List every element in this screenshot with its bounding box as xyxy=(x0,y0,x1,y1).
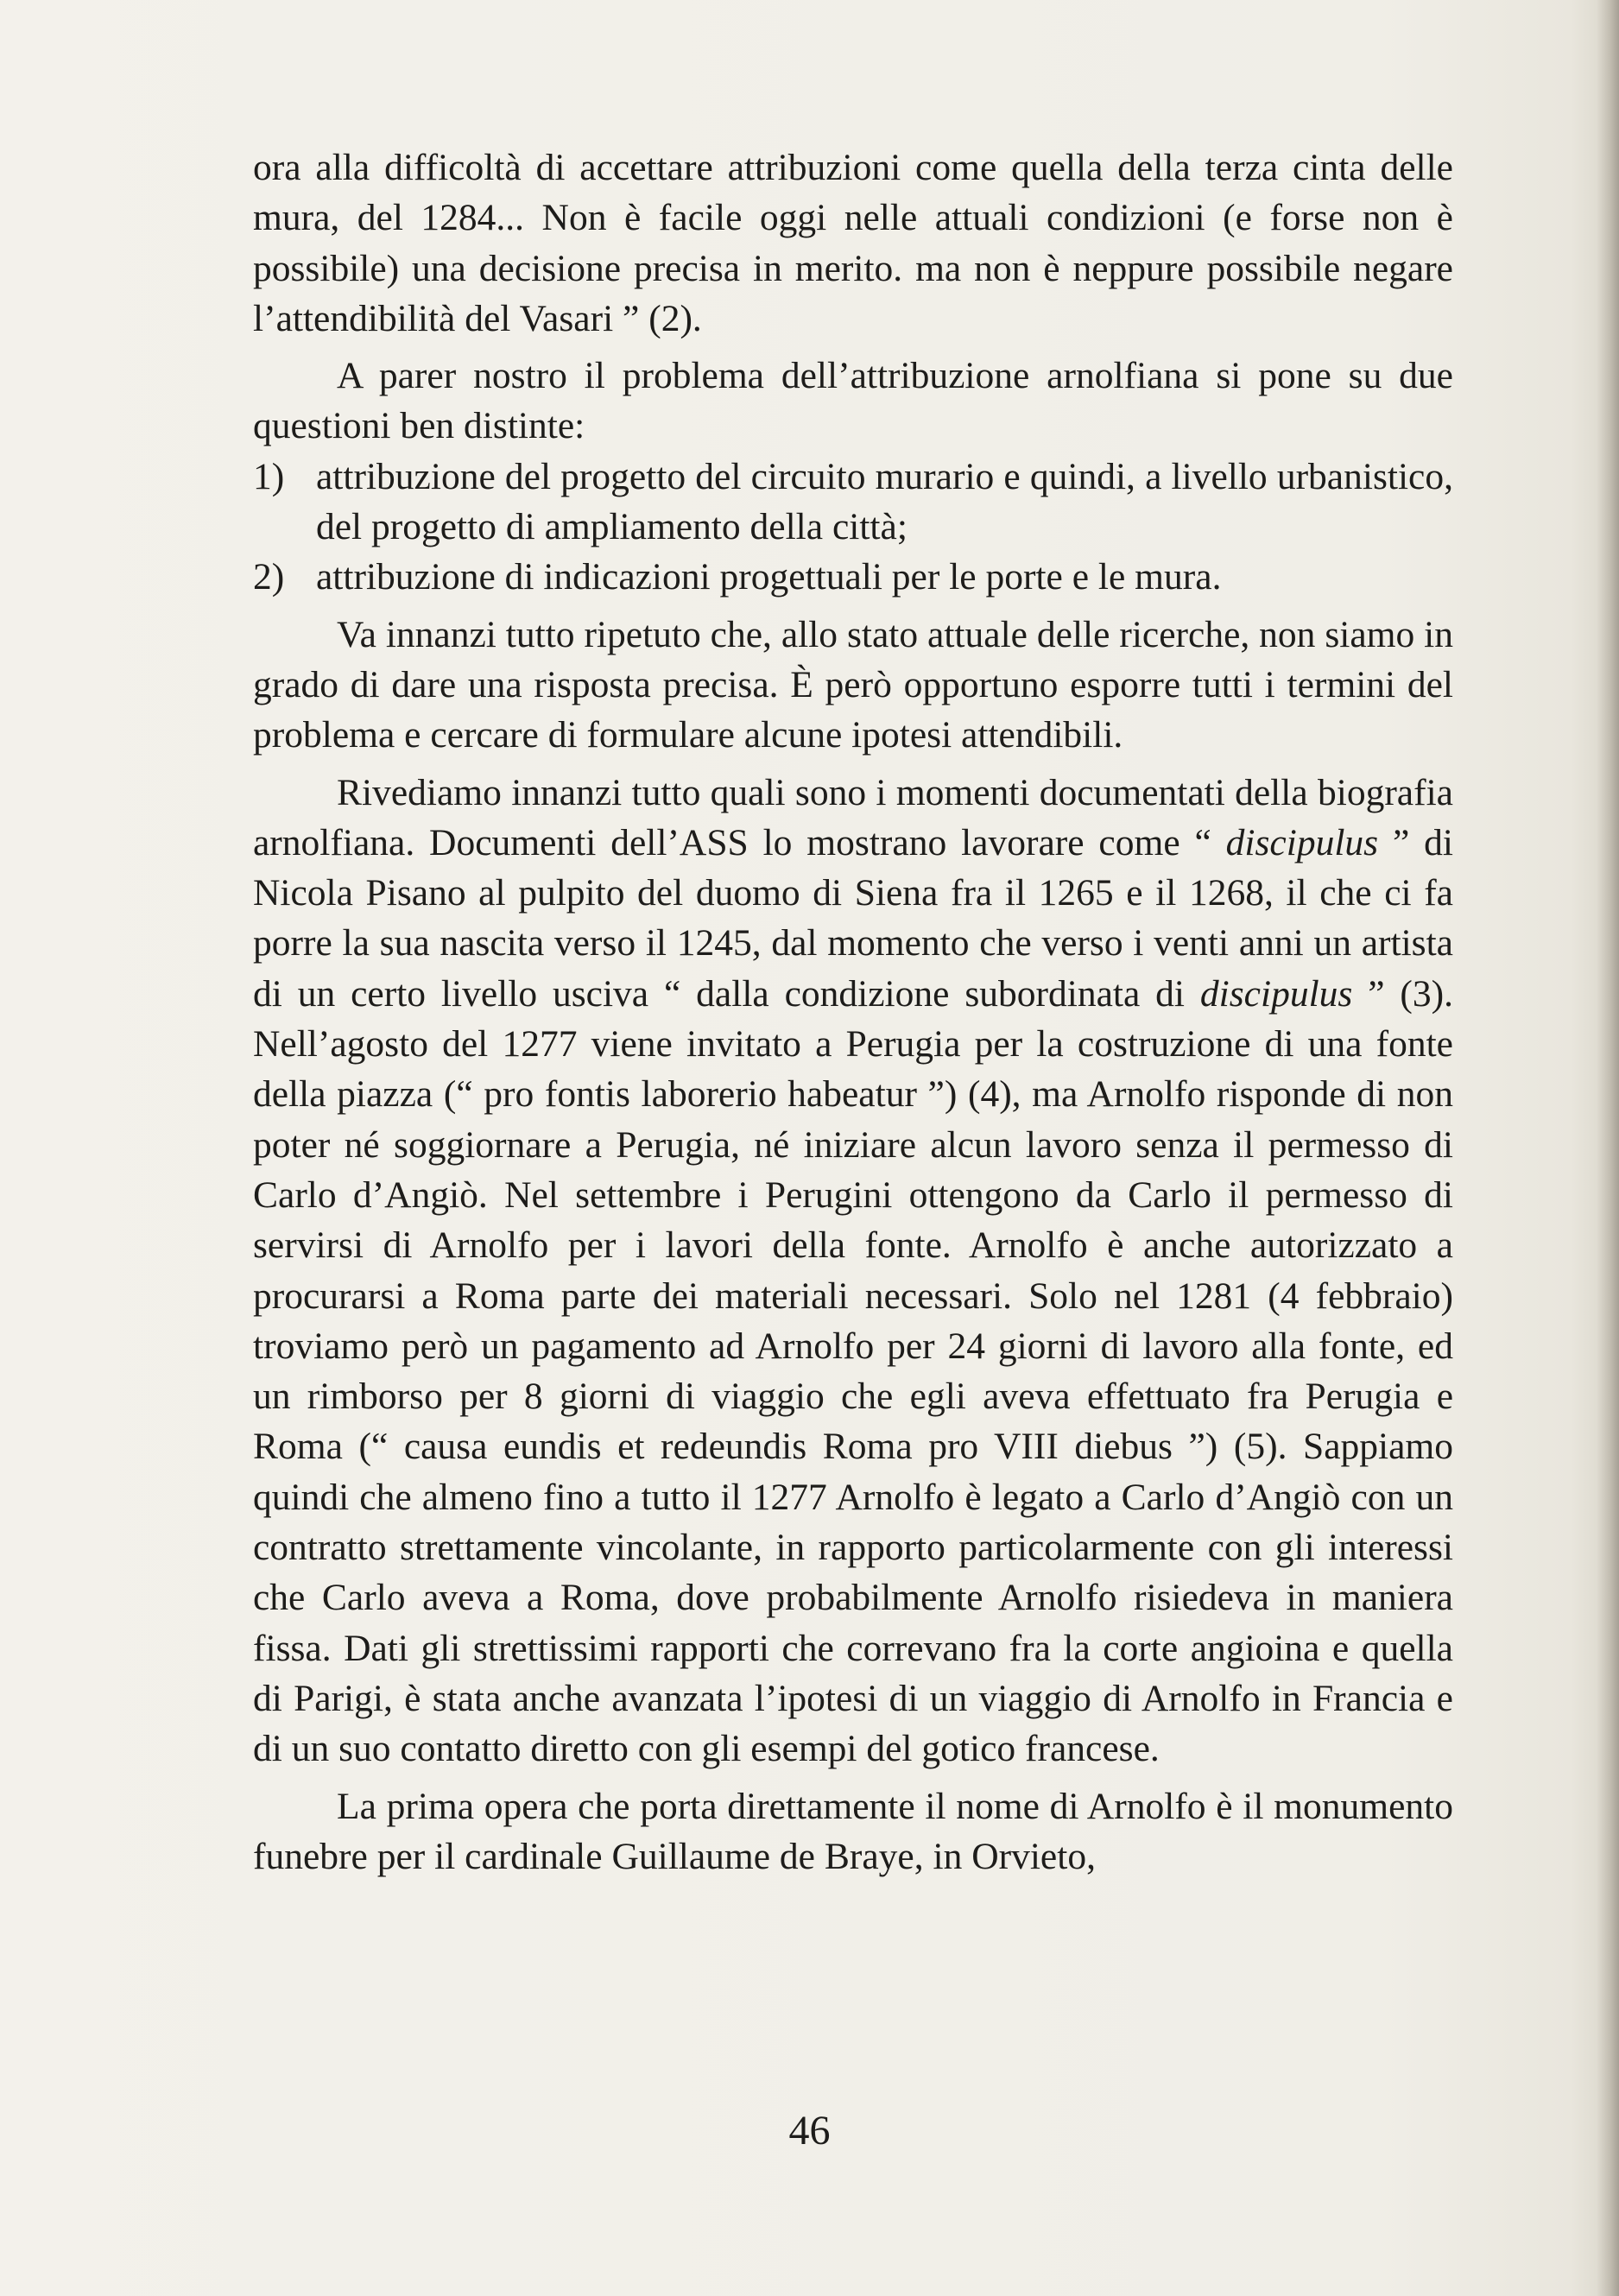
italic-term: discipulus xyxy=(1225,821,1379,863)
list-number: 1) xyxy=(253,455,285,497)
page-number: 46 xyxy=(788,2108,831,2154)
paragraph-problem: A parer nostro il problema dell’attribuzione arnolfiana si pone su due questioni ben distinte: xyxy=(253,355,1453,447)
list-text: attribuzione di indicazioni progettuali per le porte e le mura. xyxy=(316,556,1222,598)
list-text: attribuzione del progetto del circuito murario e quindi, a livello urbanistico, del progetto di ampliamento della città; xyxy=(316,455,1453,548)
page-edge-shadow xyxy=(1597,0,1619,2296)
bio-text-1: Rivediamo innanzi tutto quali sono i momenti documentati della biografia arnolfiana. Documenti dell’ASS lo mostrano lavorare come “ xyxy=(253,771,1453,863)
paragraph-research: Va innanzi tutto ripetuto che, allo stato attuale delle ricerche, non siamo in grado di dare una risposta precisa. È però opportuno esporre tutti i termini del problema e cercare di formulare alcune ipotesi attendibili. xyxy=(253,613,1453,756)
paragraph-first-work: La prima opera che porta direttamente il nome di Arnolfo è il monumento funebre per il cardinale Guillaume de Braye, in Orvieto, xyxy=(253,1785,1453,1877)
paragraph-biography xyxy=(253,768,1453,1774)
italic-term: discipulus xyxy=(1199,972,1353,1015)
bio-text-3: ” (3). Nell’agosto del 1277 viene invitato a Perugia per la costruzione di una fonte della piazza (“ pro fontis laborerio habeatur ”) (4), ma Arnolfo risponde di non poter né soggiornare a Perugia, né iniziare alcun lavoro senza il permesso di Carlo d’Angiò. Nel settembre i Perugini ottengono da Carlo il permesso di servirsi di Arnolfo per i lavori della fonte. Arnolfo è anche autorizzato a procurarsi a Roma parte dei materiali necessari. Solo nel 1281 (4 febbraio) troviamo però un pagamento ad Arnolfo per 24 giorni di lavoro alla fonte, ed un rimborso per 8 giorni di viaggio che egli aveva effettuato fra Perugia e Roma (“ causa eundis et redeundis Roma pro VIII diebus ”) (5). Sappiamo quindi che almeno fino a tutto il 1277 Arnolfo è legato a Carlo d’Angiò con un contratto strettamente vincolante, in rapporto particolarmente con gli interessi che Carlo aveva a Roma, dove probabilmente Arnolfo risiedeva in maniera fissa. Dati gli strettissimi rapporti che correvano fra la corte angioina e quella di Parigi, è stata anche avanzata l’ipotesi di un viaggio di Arnolfo in Francia e di un suo contatto diretto con gli esempi del gotico francese. xyxy=(253,972,1454,1770)
bio-text-2: ” di Nicola Pisano al pulpito del duomo di Siena fra il 1265 e il 1268, il che ci fa porre la sua nascita verso il 1245, dal momento che verso i venti anni un artista di un certo livello usciva “ dalla condizione subordinata di xyxy=(253,821,1453,1015)
list-number: 2) xyxy=(253,556,285,598)
paragraph-continuation: ora alla difficoltà di accettare attribuzioni come quella della terza cinta delle mura, del 1284... Non è facile oggi nelle attuali condizioni (e forse non è possibile) una decisione precisa in merito. ma non è neppure possibile negare l’attendibilità del Vasari ” (2). xyxy=(253,147,1453,339)
list-item xyxy=(253,552,1453,602)
body-text xyxy=(253,142,1453,1882)
list-item xyxy=(253,452,1453,553)
